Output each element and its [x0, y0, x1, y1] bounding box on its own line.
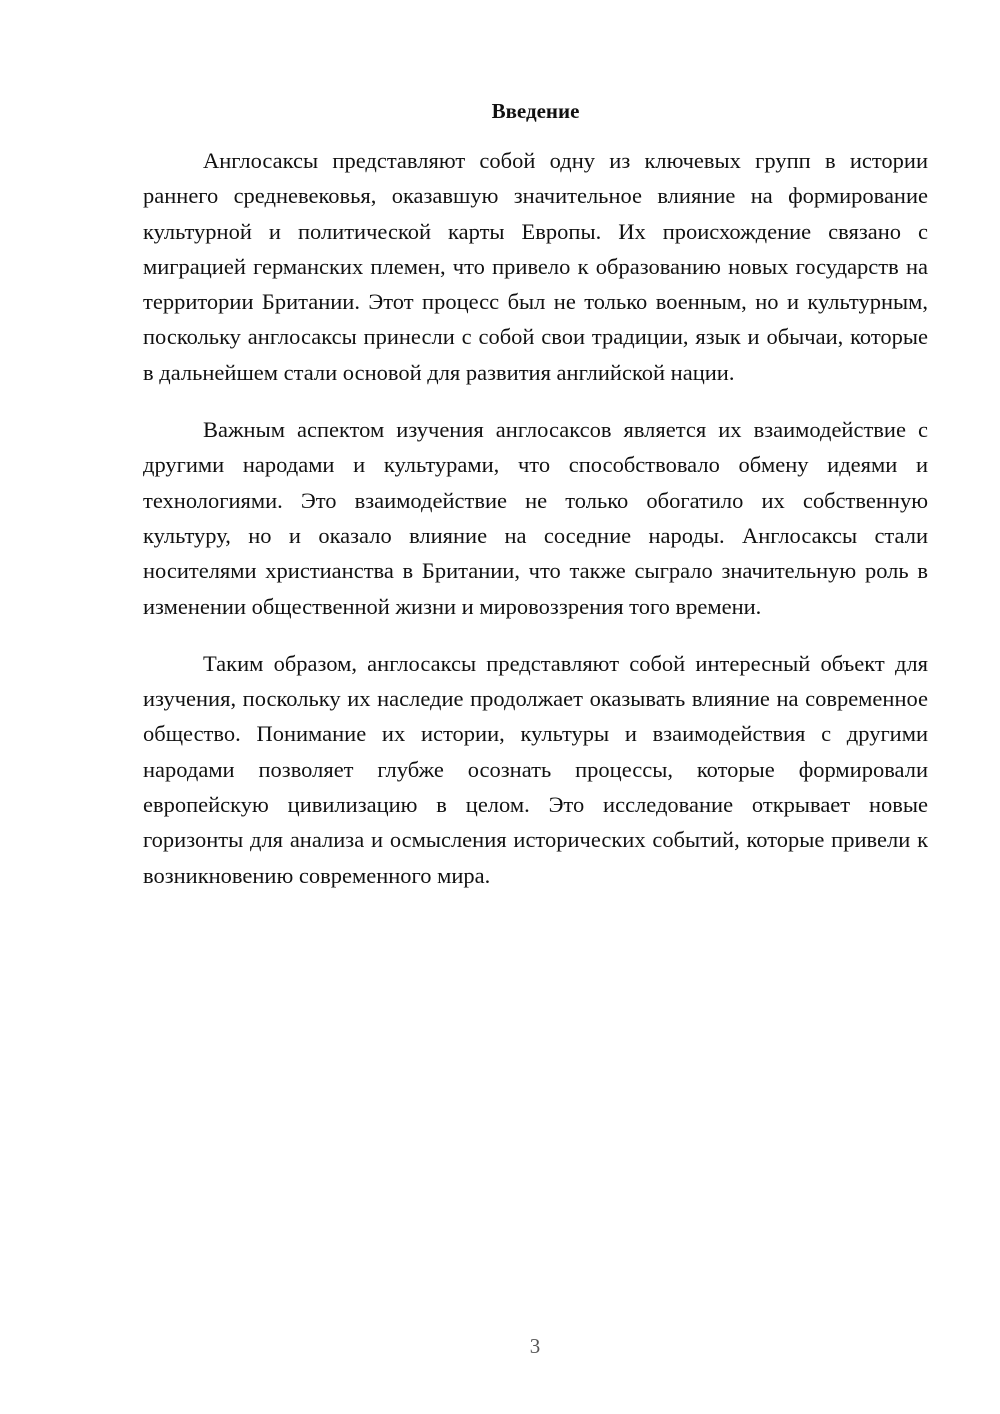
paragraph-1: Англосаксы представляют собой одну из ключевых групп в истории раннего средневековья, оказавшую значительное влияние на формирование культурной и политической карты Европы. Их происхождение связано с миграцией германских племен, что привело к образованию новых государств на территории Британии. Этот процесс был не только военным, но и культурным, поскольку англосаксы принесли с собой свои традиции, язык и обычаи, которые в дальнейшем стали основой для развития английской нации.	[143, 148, 928, 385]
paragraph-3: Таким образом, англосаксы представляют собой интересный объект для изучения, поскольку их наследие продолжает оказывать влияние на современное общество. Понимание их истории, культуры и взаимодействия с другими народами позволяет глубже осознать процессы, которые формировали европейскую цивилизацию в целом. Это исследование открывает новые горизонты для анализа и осмысления исторических событий, которые привели к возникновению современного мира.	[143, 650, 928, 888]
section-title: Введение	[491, 99, 580, 123]
page-number: 3	[529, 1334, 541, 1358]
document-body	[143, 143, 928, 915]
paragraph-2: Важным аспектом изучения англосаксов является их взаимодействие с другими народами и культурами, что способствовало обмену идеями и технологиями. Это взаимодействие не только обогатило их собственную культуру, но и оказало влияние на соседние народы. Англосаксы стали носителями христианства в Британии, что также сыграло значительную роль в изменении общественной жизни и мировоззрения того времени.	[143, 417, 928, 619]
